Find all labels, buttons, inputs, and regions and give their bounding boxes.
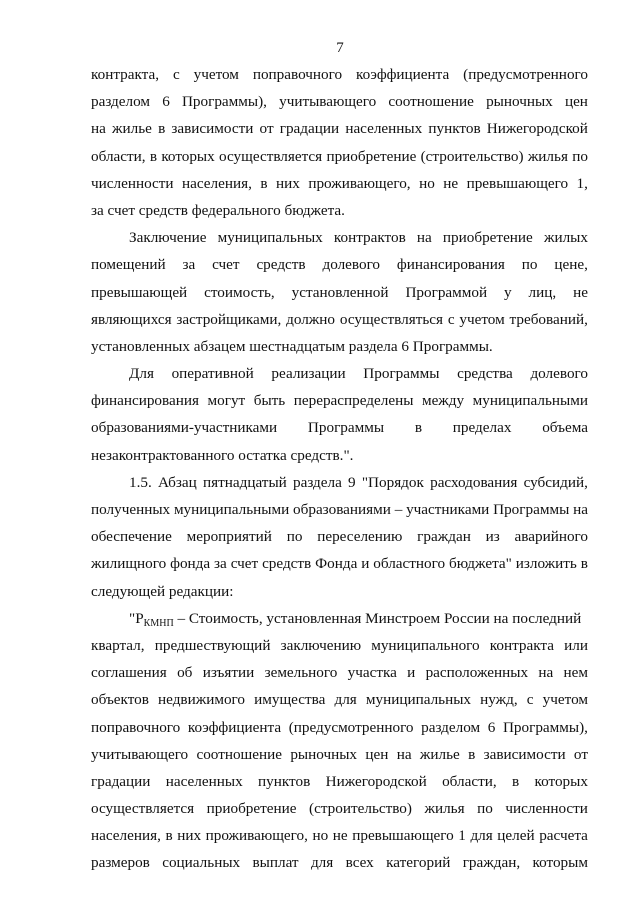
word: но	[312, 827, 329, 845]
text-line	[91, 550, 588, 577]
word: могут	[207, 392, 246, 410]
word: по	[521, 256, 538, 274]
word: пятнадцатый	[202, 473, 287, 491]
word: в	[260, 174, 268, 192]
word: которых	[161, 147, 215, 165]
word: выплат	[252, 854, 299, 872]
paragraph	[91, 605, 588, 877]
word: реализации	[271, 365, 346, 383]
word: населения,	[91, 827, 161, 845]
word: долевого	[530, 365, 588, 383]
word: граждан	[417, 528, 471, 546]
word: учетом	[459, 310, 505, 328]
word: лиц,	[528, 283, 557, 301]
word: из	[485, 528, 500, 546]
text-line: незаконтрактованного остатка средств.".	[91, 446, 354, 464]
word: Программой	[405, 283, 488, 301]
word: для	[334, 691, 357, 709]
word: Нижегородской	[325, 772, 427, 790]
text-line	[91, 279, 588, 306]
word: области,	[442, 772, 497, 790]
word: Программы	[307, 419, 385, 437]
word: установленной	[291, 283, 389, 301]
text-line	[91, 523, 588, 550]
word: них	[276, 174, 300, 192]
word: изъятии	[202, 664, 255, 682]
word: с	[526, 691, 534, 709]
word: цене,	[554, 256, 588, 274]
word: пунктов	[258, 772, 311, 790]
word: проживающего,	[205, 827, 308, 845]
word: в	[158, 120, 166, 138]
word: осуществляется	[91, 800, 195, 818]
word: от	[573, 745, 588, 763]
word: коэффициента	[187, 718, 282, 736]
word: разделом	[421, 718, 481, 736]
word: на	[538, 664, 554, 682]
word: должно	[286, 310, 336, 328]
word: 6	[162, 93, 170, 111]
word: финансирования	[91, 392, 199, 410]
word: рыночных	[486, 93, 553, 111]
text-line	[91, 768, 588, 795]
word: (строительство)	[309, 800, 412, 818]
word: Программы	[363, 365, 440, 383]
word: не	[332, 827, 348, 845]
subscript-label: КМНП	[143, 617, 174, 629]
word: категорий	[386, 854, 451, 872]
word: недвижимого	[158, 691, 245, 709]
word: областного	[373, 555, 446, 573]
word: застройщиками,	[176, 310, 282, 328]
word: жилых	[543, 229, 588, 247]
word: в	[165, 827, 173, 845]
word: переселению	[317, 528, 403, 546]
word: Для	[129, 365, 154, 383]
word: превышающей	[91, 283, 188, 301]
word: расположенных	[425, 664, 529, 682]
word: за	[182, 256, 196, 274]
text-line	[91, 822, 588, 849]
text-line	[91, 469, 588, 496]
word: Заключение	[129, 229, 207, 247]
word: учитывающего	[279, 93, 377, 111]
word: (строительство)	[420, 147, 524, 165]
word: –	[394, 501, 403, 518]
word: обеспечение	[91, 528, 172, 546]
text-line	[91, 143, 588, 170]
quote-open-symbol: "Р	[129, 609, 144, 627]
word: пределах	[452, 419, 512, 437]
word: численности	[91, 174, 174, 192]
word: численности	[505, 800, 588, 818]
word: муниципальных	[365, 691, 472, 709]
word: муниципальными	[173, 501, 290, 518]
word: приобретение	[326, 147, 417, 165]
paragraph	[91, 61, 588, 224]
word: перераспределены	[293, 392, 414, 410]
word: размеров	[91, 854, 150, 872]
word: контракта,	[91, 66, 160, 83]
word: населенных	[165, 772, 243, 790]
word: в	[512, 772, 520, 790]
word: расходования	[430, 473, 518, 491]
word: участниками	[406, 501, 490, 518]
word: жилье	[112, 120, 152, 138]
word: образованиями-участниками	[91, 419, 278, 437]
text-line	[91, 251, 588, 278]
word: по	[286, 528, 303, 546]
word: учетом	[542, 691, 588, 709]
word: поправочного	[252, 66, 343, 83]
word: с	[172, 66, 180, 83]
paragraph	[91, 224, 588, 360]
text-line	[91, 849, 588, 876]
word: граждан,	[462, 854, 521, 872]
word: соотношение	[388, 93, 474, 111]
word: бюджета"	[449, 555, 512, 573]
word: жилье	[419, 745, 460, 763]
word: объектов	[91, 691, 149, 709]
word: субсидий,	[523, 473, 588, 491]
word: на	[396, 745, 412, 763]
word: аварийного	[514, 528, 588, 546]
text-line-rest: – Стоимость, установленная Минстроем России на последний	[173, 609, 582, 627]
word: населенных	[345, 120, 423, 138]
word: средства	[457, 365, 513, 383]
text-line	[91, 360, 588, 387]
text-line	[91, 714, 588, 741]
word: зависимости	[171, 120, 254, 138]
text-line	[91, 605, 588, 632]
word: области,	[91, 147, 146, 165]
word: и	[407, 664, 416, 682]
word: соотношение	[196, 745, 282, 763]
word: жилищного	[91, 555, 167, 573]
word: муниципальных	[217, 229, 323, 247]
word: по	[477, 800, 493, 818]
word: жилья	[527, 147, 568, 165]
word: учитывающего	[91, 745, 189, 763]
word: разделом	[91, 93, 151, 111]
text-line: следующей редакции:	[91, 582, 234, 600]
word: средств	[256, 256, 306, 274]
word: расчета	[539, 827, 588, 845]
word: не	[443, 174, 459, 192]
word: но	[419, 174, 435, 192]
word: рыночных	[290, 745, 358, 763]
text-line	[91, 496, 588, 523]
text-line	[91, 632, 588, 659]
word: финансирования	[396, 256, 505, 274]
word: в	[149, 147, 158, 165]
word: Программы),	[502, 718, 588, 736]
text-line	[91, 224, 588, 251]
word: являющихся	[91, 310, 172, 328]
word: контракта	[489, 636, 554, 654]
word: жилья	[424, 800, 465, 818]
word: градации	[279, 120, 340, 138]
word: учетом	[193, 66, 239, 83]
word: 1.5.	[129, 473, 152, 491]
word: превышающего	[352, 827, 454, 845]
word: от	[259, 120, 274, 138]
word: соглашения	[91, 664, 167, 682]
word: заключению	[280, 636, 362, 654]
text-line	[91, 170, 588, 197]
text-line	[91, 387, 588, 414]
word: в	[580, 555, 588, 573]
word: для	[310, 854, 334, 872]
word: на	[416, 229, 432, 247]
word: в	[414, 419, 423, 437]
word: образованиями	[293, 501, 391, 518]
word: приобретение	[206, 800, 297, 818]
text-line	[91, 306, 588, 333]
word: помещений	[91, 256, 166, 274]
word: пунктов	[428, 120, 481, 138]
text-line	[91, 115, 588, 142]
word: полученных	[91, 501, 171, 518]
word: быть	[253, 392, 286, 410]
text-line	[91, 686, 588, 713]
word: (предусмотренного	[288, 718, 414, 736]
word: требований,	[509, 310, 588, 328]
word: муниципальными	[472, 392, 588, 410]
word: участка	[347, 664, 397, 682]
word: 1	[458, 827, 466, 845]
word: или	[564, 636, 588, 654]
word: социальных	[162, 854, 241, 872]
word: населения,	[182, 174, 252, 192]
word: у	[504, 283, 512, 301]
word: оперативной	[171, 365, 254, 383]
paragraph	[91, 360, 588, 469]
word: нем	[563, 664, 588, 682]
word: Программы),	[181, 93, 267, 111]
word: превышающего	[466, 174, 569, 192]
word: них	[177, 827, 202, 845]
word: за	[214, 555, 227, 573]
word: Нижегородской	[486, 120, 588, 138]
word: средств	[262, 555, 312, 573]
word: счет	[212, 256, 240, 274]
word: "Порядок	[361, 473, 424, 491]
word: осуществляться	[339, 310, 443, 328]
word: (предусмотренного	[463, 66, 588, 83]
word: целей	[497, 827, 535, 845]
word: имущества	[254, 691, 326, 709]
word: Фонда	[315, 555, 358, 573]
word: осуществляется	[219, 147, 323, 165]
word: всех	[345, 854, 374, 872]
word: мероприятий	[186, 528, 272, 546]
word: фонда	[170, 555, 211, 573]
text-line	[91, 741, 588, 768]
word: цен	[564, 93, 588, 111]
word: нужд,	[480, 691, 518, 709]
word: поправочного	[91, 718, 181, 736]
word: 9	[348, 473, 356, 491]
word: предшествующий	[154, 636, 271, 654]
word: цен	[365, 745, 389, 763]
word: с	[447, 310, 455, 328]
word: долевого	[322, 256, 381, 274]
document-body	[91, 61, 588, 877]
page-number: 7	[336, 40, 344, 56]
word: изложить	[515, 555, 577, 573]
word: Абзац	[157, 473, 197, 491]
word: проживающего,	[308, 174, 411, 192]
text-line	[91, 61, 588, 88]
word: квартал,	[91, 636, 145, 654]
word: на	[573, 501, 588, 518]
word: земельного	[264, 664, 338, 682]
word: 1,	[576, 174, 588, 192]
word: на	[91, 120, 106, 138]
word: которых	[534, 772, 588, 790]
word: контрактов	[333, 229, 406, 247]
text-line: за счет средств федерального бюджета.	[91, 201, 345, 219]
text-line	[91, 659, 588, 686]
word: об	[177, 664, 193, 682]
word: коэффициента	[356, 66, 450, 83]
paragraph	[91, 469, 588, 605]
word: не	[573, 283, 588, 301]
text-line: установленных абзацем шестнадцатым раздела 6 Программы.	[91, 337, 493, 355]
word: по	[572, 147, 588, 165]
word: стоимость,	[204, 283, 275, 301]
word: в	[468, 745, 476, 763]
word: между	[421, 392, 465, 410]
word: для	[470, 827, 493, 845]
word: приобретение	[442, 229, 533, 247]
word: Программы	[493, 501, 570, 518]
word: объема	[542, 419, 588, 437]
word: и	[361, 555, 370, 573]
text-line	[91, 414, 588, 441]
word: зависимости	[483, 745, 566, 763]
word: счет	[230, 555, 259, 573]
word: градации	[91, 772, 151, 790]
word: 6	[487, 718, 496, 736]
text-line	[91, 795, 588, 822]
word: муниципального	[371, 636, 480, 654]
word: которым	[532, 854, 588, 872]
word: раздела	[292, 473, 342, 491]
text-line	[91, 88, 588, 115]
